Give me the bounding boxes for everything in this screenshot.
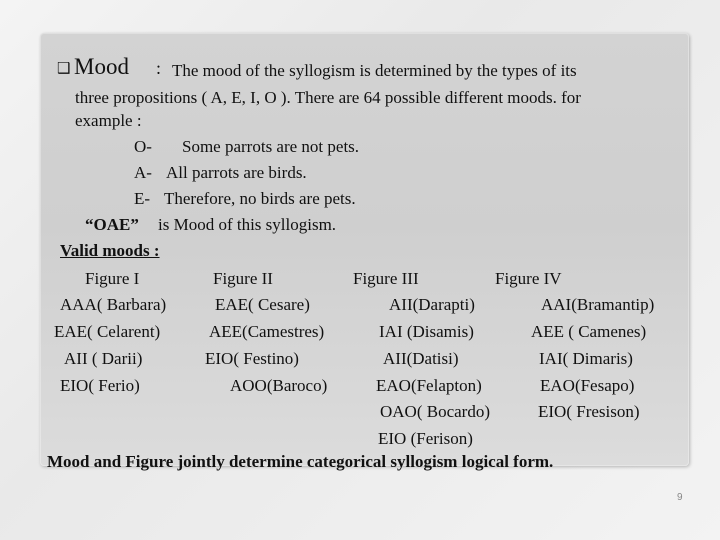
conclusion-text: Therefore, no birds are pets. <box>164 189 356 208</box>
figure-header-1: Figure I <box>85 269 140 288</box>
figure-header-2: Figure II <box>213 269 273 288</box>
figure4-mood: AAI(Bramantip) <box>541 295 655 314</box>
figure3-mood: IAI (Disamis) <box>379 322 474 341</box>
conclusion-letter: E- <box>134 189 151 208</box>
closing-statement: Mood and Figure jointly determine categorical syllogism logical form. <box>47 452 554 471</box>
figure-header-3: Figure III <box>353 269 419 288</box>
figure1-mood: AAA( Barbara) <box>60 295 167 314</box>
figure1-mood: EAE( Celarent) <box>54 322 161 341</box>
figure3-mood: EIO (Ferison) <box>378 429 473 448</box>
figure2-mood: EIO( Festino) <box>205 349 299 368</box>
premise-1-letter: O- <box>134 137 152 156</box>
mood-term: Mood <box>74 54 129 79</box>
premise-1-text: Some parrots are not pets. <box>182 137 360 156</box>
definition-line-3: example : <box>75 111 142 130</box>
definition-line-2: three propositions ( A, E, I, O ). There are 64 possible different moods. for <box>75 88 581 107</box>
premise-2-letter: A- <box>134 163 152 182</box>
figure1-mood: EIO( Ferio) <box>60 376 140 395</box>
figure2-mood: EAE( Cesare) <box>215 295 310 314</box>
figure4-mood: EIO( Fresison) <box>538 402 640 421</box>
mood-colon: : <box>156 58 162 78</box>
page-number: 9 <box>677 492 683 503</box>
bullet-icon: ❑ <box>57 59 71 77</box>
figure2-mood: AEE(Camestres) <box>209 322 325 341</box>
definition-line-1: The mood of the syllogism is determined by the types of its <box>172 61 577 80</box>
figure3-mood: AII(Datisi) <box>383 349 459 368</box>
figure-header-4: Figure IV <box>495 269 562 288</box>
figure4-mood: AEE ( Camenes) <box>531 322 647 341</box>
premise-2-text: All parrots are birds. <box>166 163 307 182</box>
figure1-mood: AII ( Darii) <box>64 349 143 368</box>
figure4-mood: IAI( Dimaris) <box>539 349 633 368</box>
figure2-mood: AOO(Baroco) <box>230 376 328 395</box>
figure3-mood: OAO( Bocardo) <box>380 402 490 421</box>
figure3-mood: AII(Darapti) <box>389 295 475 314</box>
mood-example-summary: is Mood of this syllogism. <box>158 215 337 234</box>
valid-moods-heading: Valid moods : <box>60 241 160 260</box>
figure3-mood: EAO(Felapton) <box>376 376 482 395</box>
mood-example-quote: “OAE” <box>85 215 139 234</box>
figure4-mood: EAO(Fesapo) <box>540 376 635 395</box>
